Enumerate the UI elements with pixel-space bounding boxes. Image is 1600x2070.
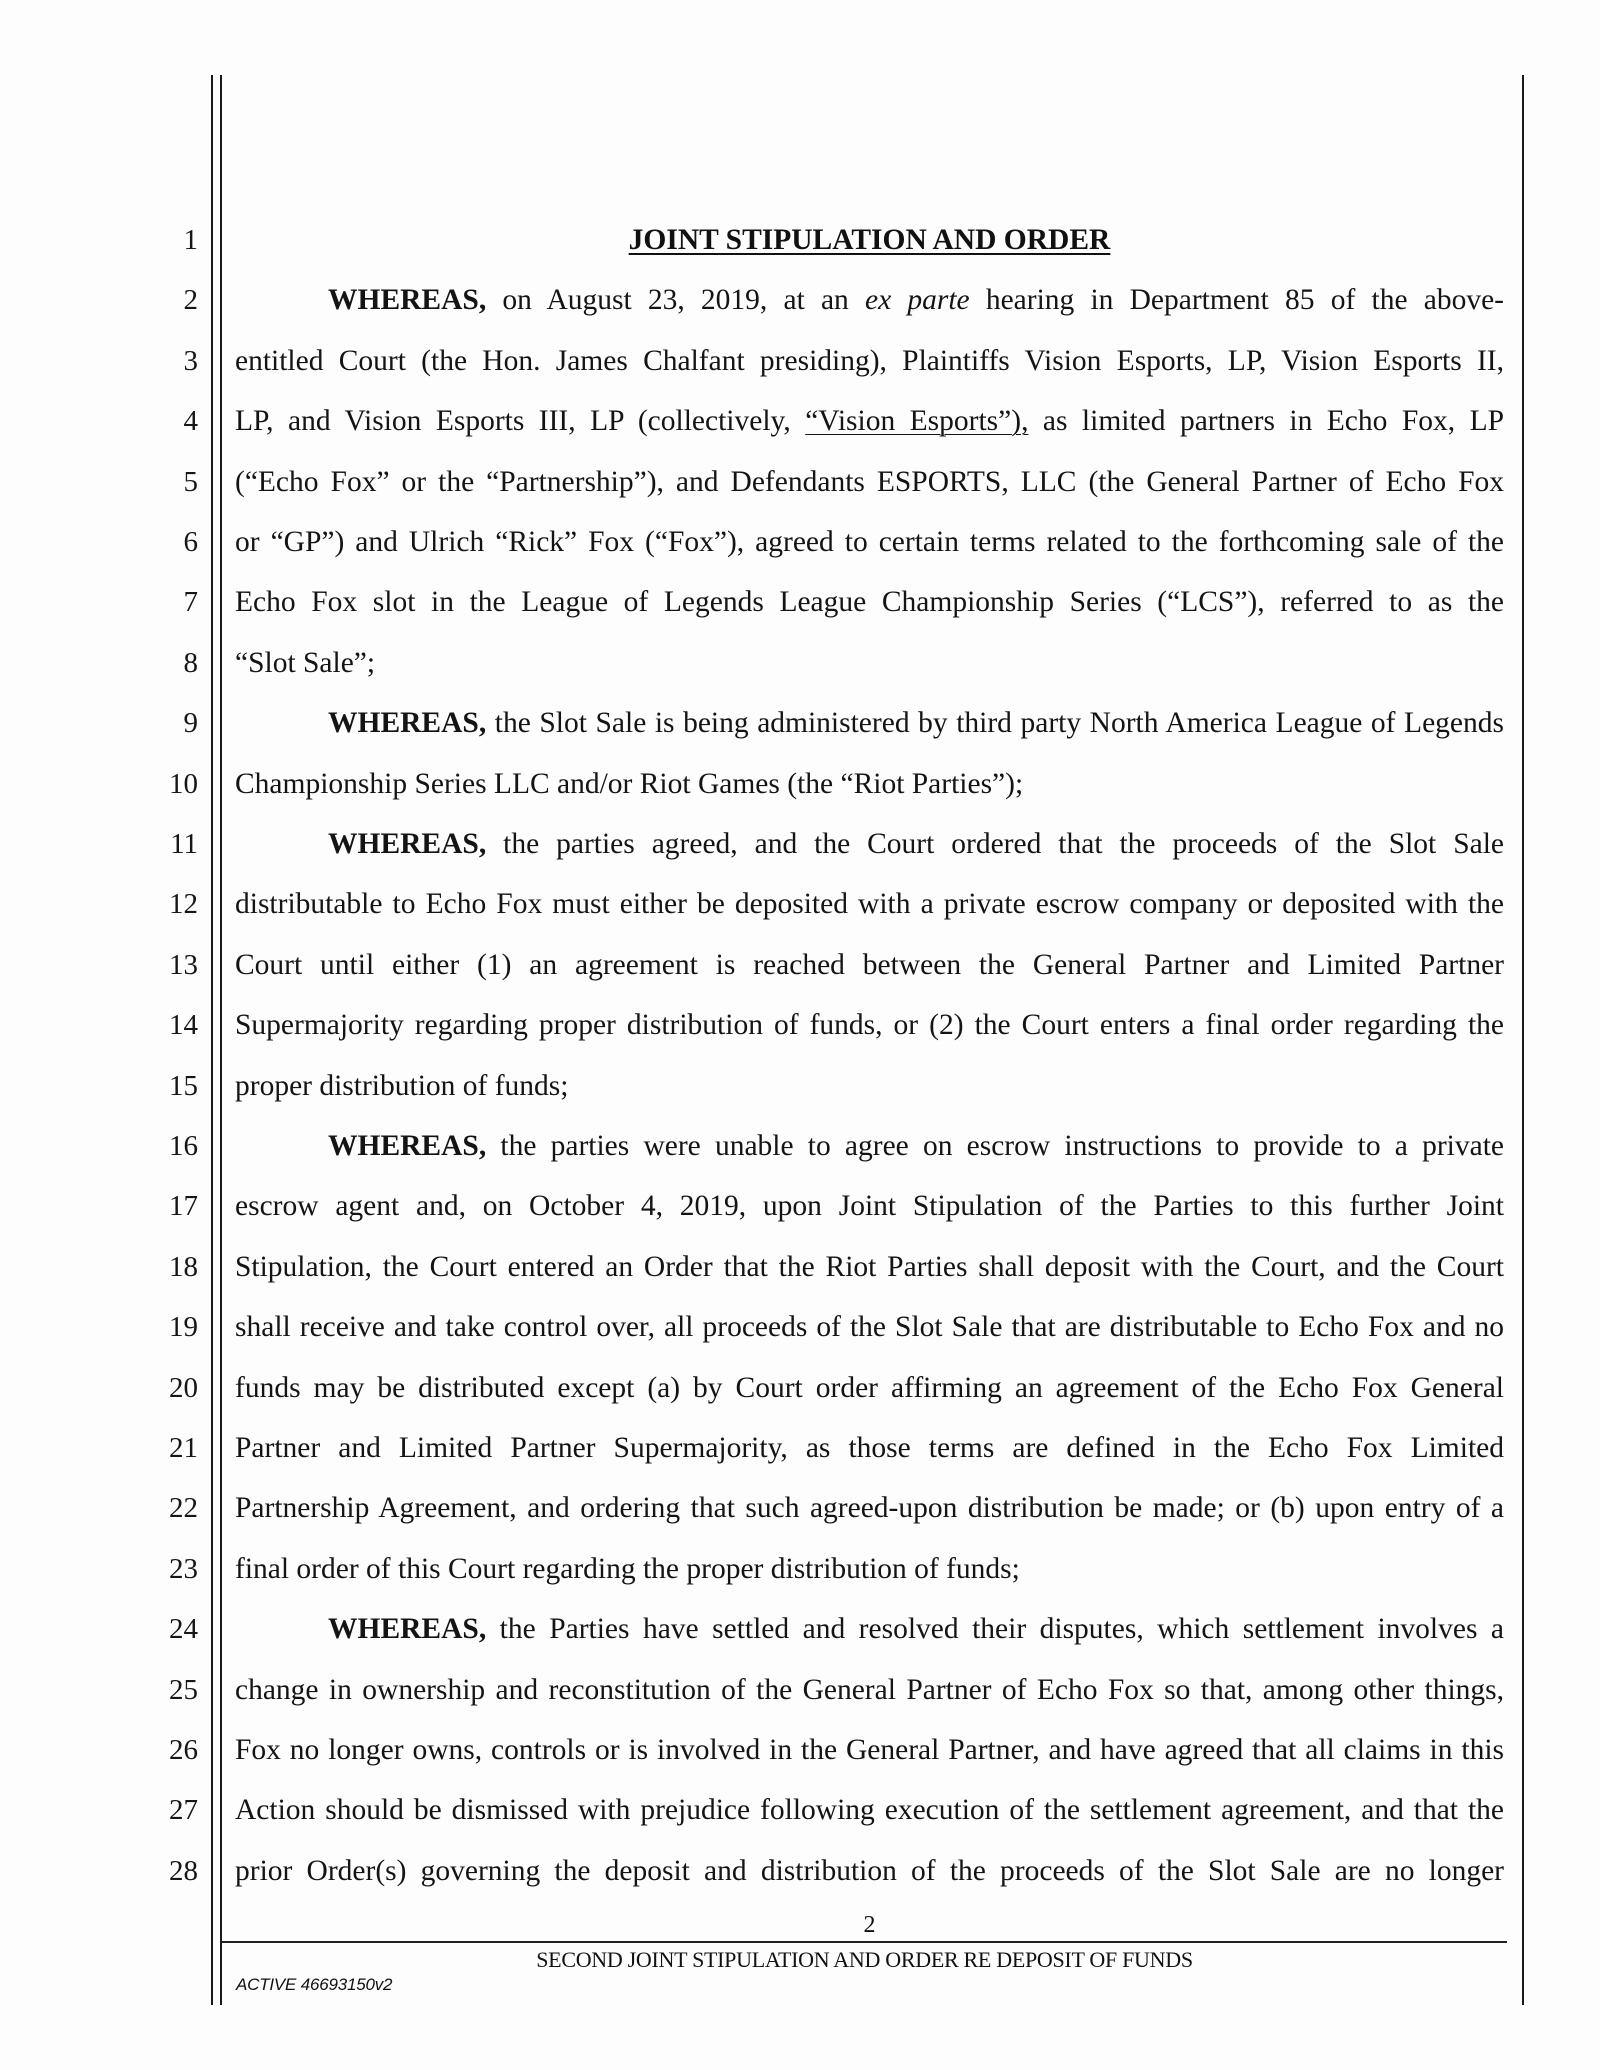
line-number: 16	[169, 1130, 198, 1162]
body-line-7: Echo Fox slot in the League of Legends League Championship Series (“LCS”), referred to as the	[235, 586, 1504, 618]
line-number: 2	[183, 284, 198, 316]
body-line-14: Supermajority regarding proper distribution of funds, or (2) the Court enters a final order regarding the	[235, 1009, 1504, 1041]
body-line-13: Court until either (1) an agreement is reached between the General Partner and Limited Partner	[235, 949, 1504, 981]
body-line-19: shall receive and take control over, all proceeds of the Slot Sale that are distributable to Echo Fox and no	[235, 1311, 1504, 1343]
line-number: 4	[183, 405, 198, 437]
text-span: LP, and Vision Esports III, LP (collectively,	[235, 405, 806, 437]
line-number: 17	[169, 1190, 198, 1222]
line-number: 1	[183, 224, 198, 256]
line-number: 8	[183, 647, 198, 679]
body-line-6: or “GP”) and Ulrich “Rick” Fox (“Fox”), agreed to certain terms related to the forthcoming sale of the	[235, 526, 1504, 558]
body-line-5: (“Echo Fox” or the “Partnership”), and Defendants ESPORTS, LLC (the General Partner of Echo Fox	[235, 466, 1504, 498]
text-span: on August 23, 2019, at an	[486, 284, 865, 316]
line-number: 18	[169, 1251, 198, 1283]
body-line-24	[235, 1612, 1504, 1646]
line-number: 11	[170, 828, 198, 860]
defined-term-vision-esports: “Vision Esports”),	[805, 405, 1029, 437]
right-margin-rule	[1522, 75, 1524, 2005]
text-span: hearing in Department 85 of the above-	[969, 284, 1504, 316]
body-line-9	[235, 706, 1504, 740]
line-number: 12	[169, 888, 198, 920]
line-number: 26	[169, 1734, 198, 1766]
whereas-lead: WHEREAS,	[328, 1130, 487, 1162]
line-number: 22	[169, 1492, 198, 1524]
line-number: 23	[169, 1553, 198, 1585]
whereas-lead: WHEREAS,	[328, 1613, 487, 1645]
line-number: 13	[169, 949, 198, 981]
body-line-17: escrow agent and, on October 4, 2019, upon Joint Stipulation of the Parties to this further Joint	[235, 1190, 1504, 1222]
body-line-25: change in ownership and reconstitution of the General Partner of Echo Fox so that, among other things,	[235, 1674, 1504, 1706]
text-span: the parties were unable to agree on escrow instructions to provide to a private	[486, 1130, 1504, 1162]
body-line-21: Partner and Limited Partner Supermajority, as those terms are defined in the Echo Fox Limited	[235, 1432, 1504, 1464]
line-number: 25	[169, 1674, 198, 1706]
body-line-27: Action should be dismissed with prejudice following execution of the settlement agreement, and that the	[235, 1794, 1504, 1826]
line-number: 20	[169, 1372, 198, 1404]
whereas-lead: WHEREAS,	[328, 828, 487, 860]
line-number: 9	[183, 707, 198, 739]
body-line-22: Partnership Agreement, and ordering that such agreed-upon distribution be made; or (b) upon entry of a	[235, 1492, 1504, 1524]
left-margin-rule-outer	[211, 75, 213, 2005]
body-line-2	[235, 283, 1504, 317]
document-title	[235, 223, 1504, 257]
line-number: 21	[169, 1432, 198, 1464]
body-line-8: “Slot Sale”;	[235, 647, 376, 679]
line-number: 24	[169, 1613, 198, 1645]
body-line-12: distributable to Echo Fox must either be deposited with a private escrow company or deposited with the	[235, 888, 1504, 920]
body-line-20: funds may be distributed except (a) by Court order affirming an agreement of the Echo Fox General	[235, 1372, 1504, 1404]
line-number: 15	[169, 1070, 198, 1102]
document-title-text: JOINT STIPULATION AND ORDER	[628, 224, 1111, 256]
line-number: 7	[183, 586, 198, 618]
line-number: 5	[183, 466, 198, 498]
body-line-23: final order of this Court regarding the proper distribution of funds;	[235, 1553, 1020, 1585]
text-span: the Parties have settled and resolved their disputes, which settlement involves a	[486, 1613, 1504, 1645]
body-line-11	[235, 827, 1504, 861]
line-number: 10	[169, 768, 198, 800]
page-number: 2	[863, 1912, 876, 1938]
whereas-lead: WHEREAS,	[328, 707, 487, 739]
document-id: ACTIVE 46693150v2	[236, 1975, 393, 1994]
footer-title: SECOND JOINT STIPULATION AND ORDER RE DEPOSIT OF FUNDS	[536, 1947, 1193, 1972]
line-number: 14	[169, 1009, 198, 1041]
body-line-15: proper distribution of funds;	[235, 1070, 569, 1102]
line-number: 28	[169, 1855, 198, 1887]
text-span: the Slot Sale is being administered by third party North America League of Legends	[486, 707, 1504, 739]
ex-parte-italic: ex parte	[865, 284, 970, 316]
line-number: 19	[169, 1311, 198, 1343]
line-number: 6	[183, 526, 198, 558]
body-line-26: Fox no longer owns, controls or is involved in the General Partner, and have agreed that all claims in this	[235, 1734, 1504, 1766]
left-margin-rule-inner	[220, 75, 222, 2005]
text-span: as limited partners in Echo Fox, LP	[1028, 405, 1505, 437]
whereas-lead: WHEREAS,	[328, 284, 487, 316]
body-line-3: entitled Court (the Hon. James Chalfant presiding), Plaintiffs Vision Esports, LP, Vision Esports II,	[235, 345, 1504, 377]
text-span: the parties agreed, and the Court ordered that the proceeds of the Slot Sale	[486, 828, 1504, 860]
body-line-10: Championship Series LLC and/or Riot Games (the “Riot Parties”);	[235, 768, 1024, 800]
footer-rule	[222, 1941, 1507, 1943]
body-line-16	[235, 1129, 1504, 1163]
line-number: 3	[183, 345, 198, 377]
body-line-4	[235, 404, 1504, 438]
body-line-18: Stipulation, the Court entered an Order that the Riot Parties shall deposit with the Court, and the Court	[235, 1251, 1504, 1283]
line-number: 27	[169, 1794, 198, 1826]
body-line-28: prior Order(s) governing the deposit and distribution of the proceeds of the Slot Sale are no longer	[235, 1855, 1504, 1887]
